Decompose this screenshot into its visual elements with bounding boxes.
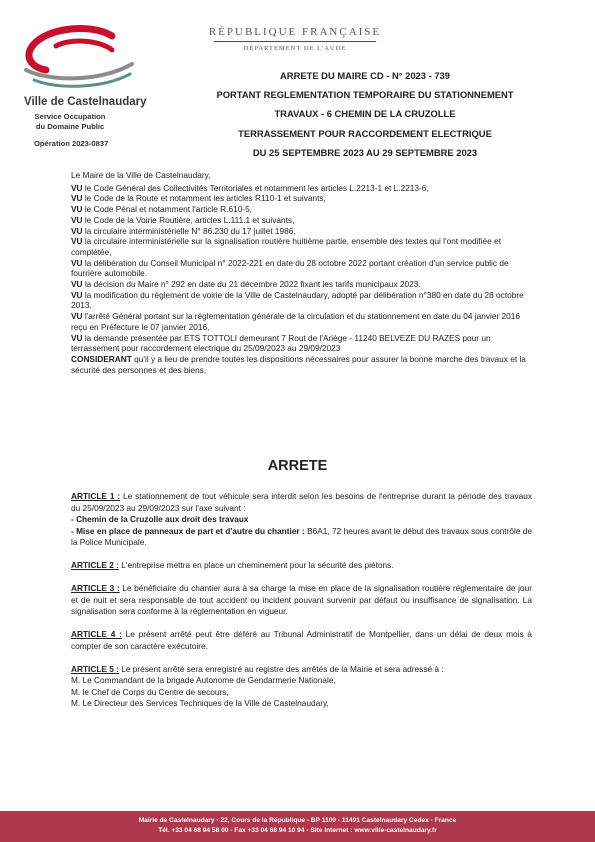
title-line-2: PORTANT REGLEMENTATION TEMPORAIRE DU STATIONNEMENT: [216, 89, 514, 101]
decree-title: [150, 66, 580, 162]
title-line-1: ARRETE DU MAIRE CD - N° 2023 - 739: [280, 70, 450, 81]
consideration-item: VU l'arrêté Général portant sur la réglementation générale de la circulation et du stationnement en date du 04 janvier 2016 reçu en Préfecture le 07 janvier 2016,: [71, 311, 520, 332]
article-2: ARTICLE 2 : L'entreprise mettra en place un cheminement pour la sécurité des piétons.: [71, 560, 394, 570]
article-4: ARTICLE 4 : Le présent arrêté peut être déféré au Tribunal Administratif de Montpellier, dans un délai de deux mois à compter de son caractère exécutoire.: [71, 629, 532, 651]
consideration-item: VU le Code de la Voirie Routière, articles L.111.1 et suivants,: [71, 214, 295, 225]
article-1-bullet-1: - Chemin de la Cruzolle aux droit des travaux: [71, 514, 249, 524]
consideration-item: VU la circulaire interministérielle N° 86.230 du 17 juillet 1986,: [71, 225, 296, 236]
consideration-item: CONSIDERANT qu'il y a lieu de prendre toutes les dispositions nécessaires pour assurer la bonne marche des travaux et la sécurité des personnes et des biens,: [71, 353, 526, 375]
recipient-item: M. le Chef de Corps du Centre de secours,: [71, 686, 229, 697]
arrete-heading: ARRETE: [267, 458, 328, 474]
consideration-item: VU le Code Pénal et notamment l'article R.610-5,: [71, 204, 252, 215]
republic-heading: RÉPUBLIQUE FRANÇAISE: [208, 26, 382, 38]
consideration-item: VU la modification du règlement de voirie de la Ville de Castelnaudary, adopté par délibération n°380 en date du 28 octobre 2013.: [71, 289, 524, 311]
article-5: ARTICLE 5 : Le présent arrêté sera enregistré au registre des arrêtés de la Mairie et sera adressé à :: [71, 663, 444, 674]
footer-address: Mairie de Castelnaudary - 22, Cours de la République - BP 1100 - 11491 Castelnaudary Cedex - France: [138, 817, 457, 824]
service-line-1: Service Occupation: [34, 112, 106, 121]
service-name: [32, 112, 108, 132]
department-heading: DÉPARTEMENT DE L'AUDE: [243, 45, 347, 52]
consideration-item: VU le Code de la Route et notamment les articles R110-1 et suivants,: [71, 193, 326, 204]
footer-contact: Tél. +33 04 68 94 58 00 - Fax +33 04 68 94 10 94 - Site Internet : www.ville-castelnaudary.fr: [158, 827, 437, 834]
service-line-2: du Domaine Public: [35, 122, 105, 131]
city-name: Ville de Castelnaudary: [24, 96, 147, 108]
article-1-bullet-2: - Mise en place de panneaux de part et d'autre du chantier : B6A1, 72 heures avant le début des travaux sous contrôle de la Police Municipale.: [71, 525, 533, 547]
title-line-4: TERRASSEMENT POUR RACCORDEMENT ELECTRIQUE: [238, 127, 492, 139]
title-line-3: TRAVAUX - 6 CHEMIN DE LA CRUZOLLE: [274, 108, 456, 120]
consideration-item: VU la décision du Maire n° 292 en date du 21 décembre 2022 fixant les tarifs municipaux 2023.: [71, 279, 421, 290]
republic-divider: [214, 41, 376, 42]
article-3: ARTICLE 3 : Le bénéficiaire du chantier aura à sa charge la mise en place de la signalisation routière réglementaire de jour et de nuit et sera responsable de tout accident ou incident pouvant survenir par défaut ou insuffisance de signalisation. La signalisation sera conforme à la réglementation en vigueur.: [71, 583, 532, 616]
consideration-item: VU la circulaire interministérielle sur la signalisation routière huitième partie, ensemble des textes qui l'ont modifiée et complétée,: [71, 236, 502, 257]
footer-bar: [0, 811, 595, 842]
considerations-block: [71, 170, 532, 375]
article-1: ARTICLE 1 : Le stationnement de tout véhicule sera interdit selon les besoins de l'entreprise durant la période des travaux du 25/09/2023 au 29/09/2023 sur l'axe suivant :: [71, 491, 532, 513]
recipient-item: M. Le Commandant de la brigade Autonome de Gendarmerie Nationale,: [71, 675, 336, 685]
recipient-item: M. Le Directeur des Services Techniques de la Ville de Castelnaudary,: [71, 698, 329, 708]
articles-block: [71, 491, 532, 710]
city-logo-icon: [20, 24, 140, 94]
consideration-item: VU la délibération du Conseil Municipal n° 2022-221 en date du 28 octobre 2022 portant création d'un service public de fourrière automobile.: [71, 257, 509, 279]
title-line-5: DU 25 SEPTEMBRE 2023 AU 29 SEPTEMBRE 2023: [252, 146, 478, 158]
consideration-item: VU le Code Général des Collectivités Territoriales et notamment les articles L.2213-1 et L.2213-6,: [71, 182, 429, 193]
consideration-item: VU la demande présentée par ETS TOTTOLI demeurant 7 Rout de l'Ariège - 11240 BELVEZE DU RAZES pour un terrassement pour raccordement electrique du 25/09/2023 au 29/09/2023: [71, 332, 491, 354]
intro-text: Le Maire de la Ville de Castelnaudary,: [71, 170, 211, 180]
operation-number: Opération 2023-0837: [34, 139, 109, 148]
